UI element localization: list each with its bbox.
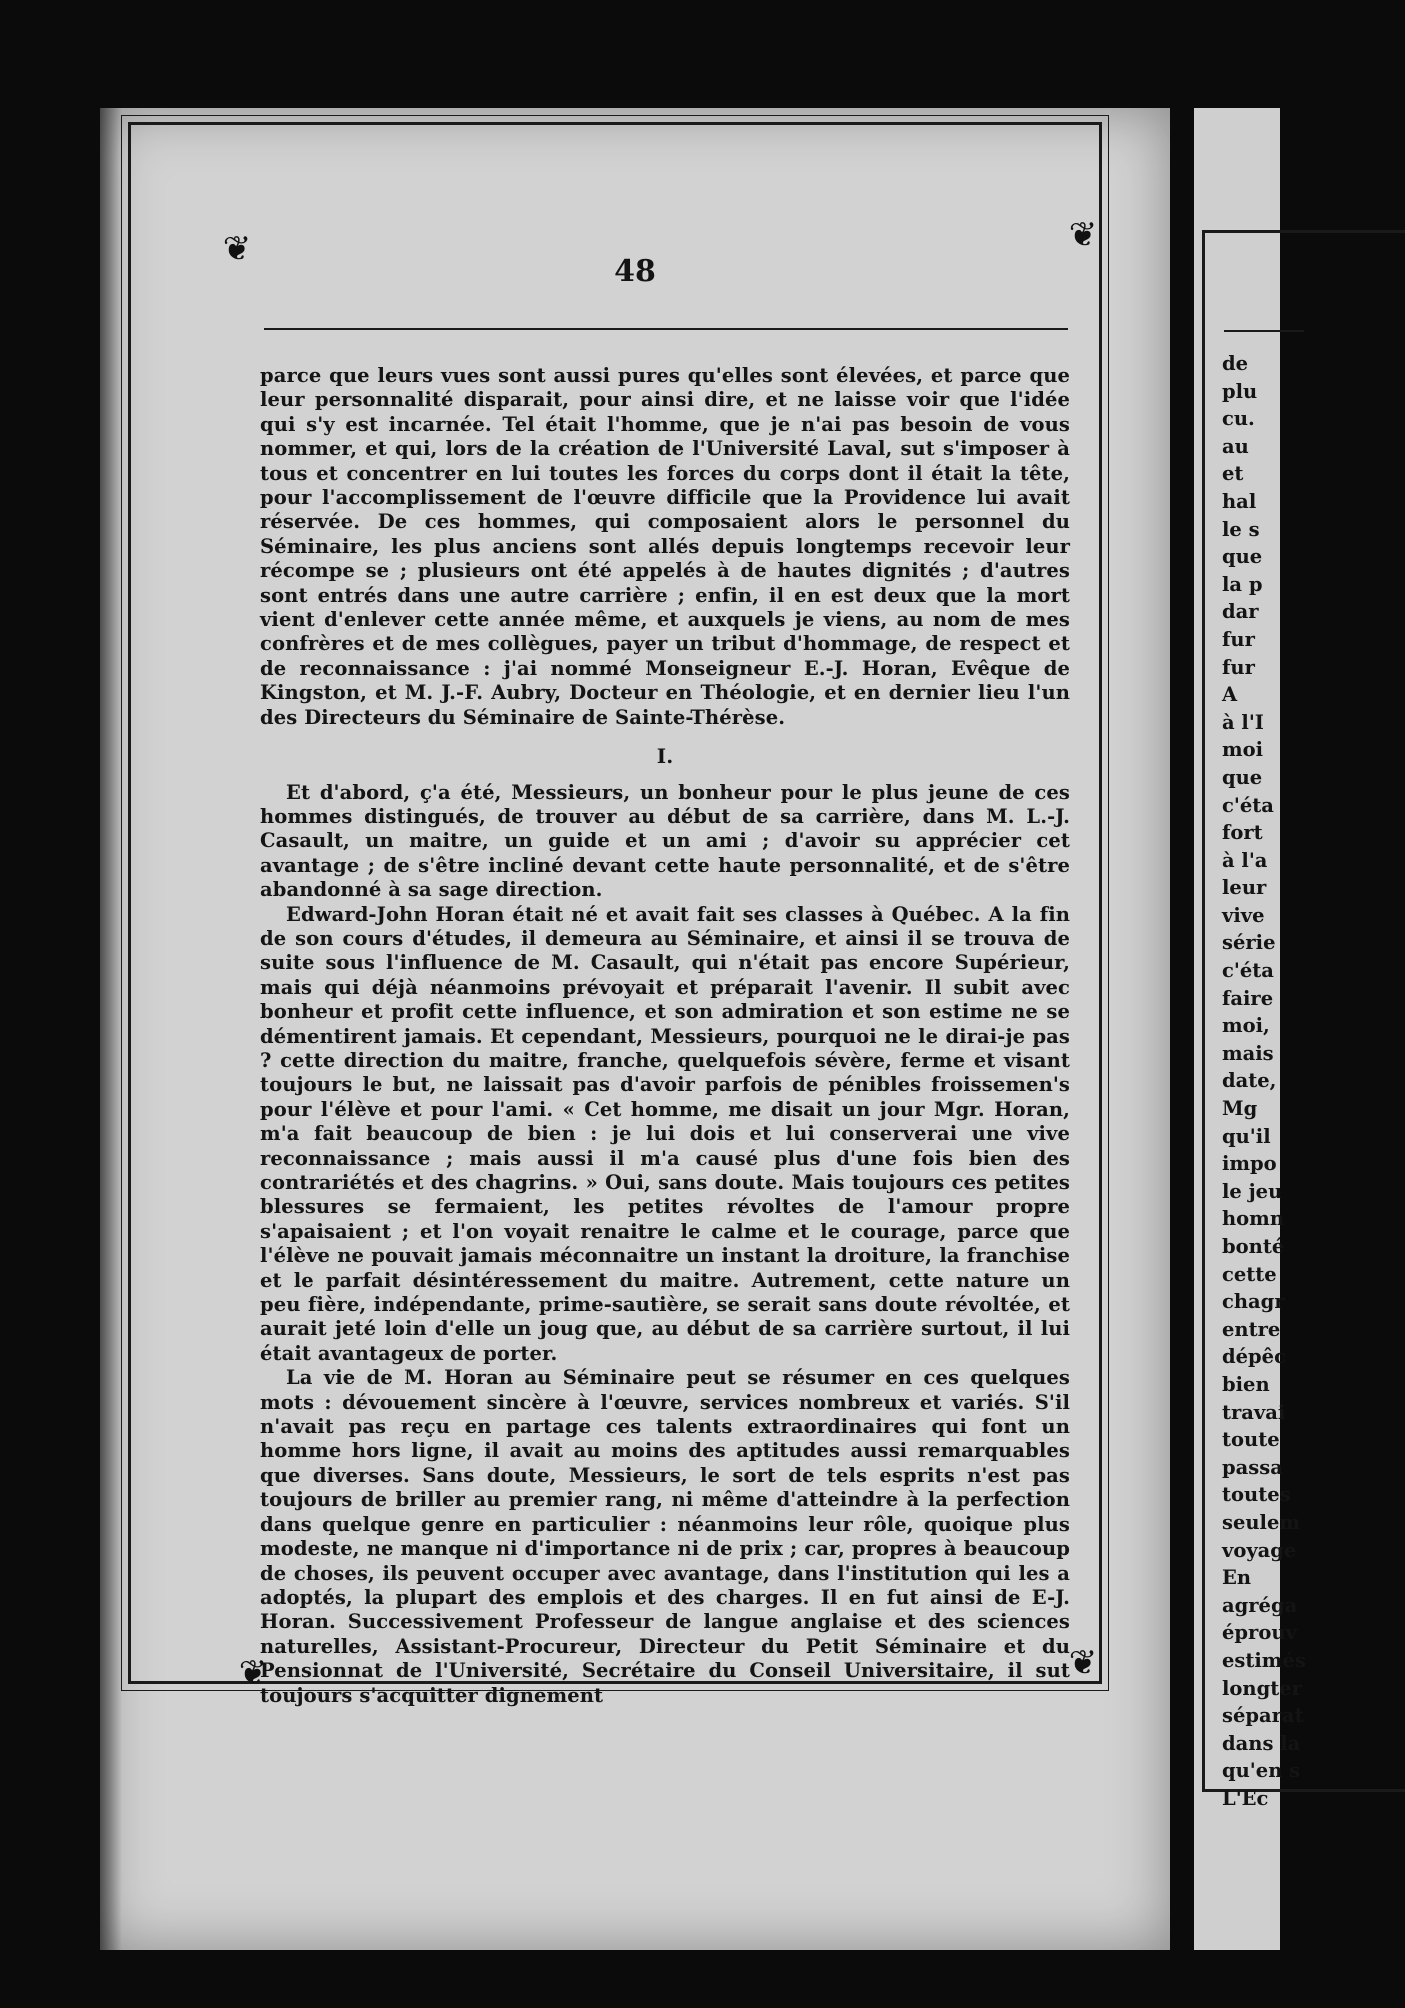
facing-page-line: entre [1222,1317,1281,1341]
header-rule [264,328,1068,330]
facing-page-line: le s [1222,517,1260,541]
facing-page-line: dans la [1222,1731,1301,1755]
facing-page-line: plu [1222,379,1258,403]
facing-page-line: à l'I [1222,710,1264,734]
corner-ornament-icon: ❦ [1068,1643,1098,1683]
facing-page-line: mais [1222,1041,1274,1065]
paragraph-intro: parce que leurs vues sont aussi pures qu'elles sont élevées, et parce que leur personnalité disparait, pour ainsi dire, et ne laisse voir que l'idée qui s'y est incarnée. Tel était l'homme, que je n'ai pas besoin de vous nommer, et qui, lors de la création de l'Université Laval, sut s'imposer à tous et concentrer en lui toutes les forces du corps dont il était la tête, pour l'accomplissement de l'œuvre difficile que la Providence lui avait réservée. De ces hommes, qui composaient alors le personnel du Séminaire, les plus anciens sont allés depuis longtemps recevoir leur récompe se ; plusieurs ont été appelés à de hautes dignités ; d'autres sont entrés dans une autre carrière ; enfin, il en est deux que la mort vient d'enlever cette année même, et auxquels je viens, au nom de mes confrères et de mes collègues, payer un tribut d'hommage, de respect et de reconnaissance : j'ai nommé Monseigneur E.-J. Horan, Evêque de Kingston, et M. J.-F. Aubry, Docteur en Théologie, et en dernier lieu l'un des Directeurs du Séminaire de Sainte-Thérèse. [260,364,1070,729]
facing-page-line: impo [1222,1152,1277,1176]
section-heading: I. [656,744,674,769]
page-body [260,364,1070,1708]
facing-page-rule [1224,330,1304,332]
facing-page-line: bien [1222,1372,1270,1396]
facing-page-line: au [1222,434,1249,458]
facing-page-line: A [1222,683,1238,707]
facing-page-line: bonté [1222,1235,1285,1258]
facing-page-line: qu'en s [1222,1759,1301,1783]
facing-page-line: moi, [1222,1014,1270,1038]
gutter-shadow [100,108,122,1950]
facing-page-line: seulem [1222,1510,1301,1534]
facing-page-line: le jeu [1222,1179,1283,1203]
facing-page-text [1222,350,1342,1812]
facing-page-line: cu. [1222,407,1255,431]
facing-page-line: travai [1222,1400,1286,1424]
facing-page-line: séparat [1222,1704,1304,1728]
facing-page-line: la p [1222,572,1263,596]
paragraph-section-1: Et d'abord, ç'a été, Messieurs, un bonheur pour le plus jeune de ces hommes distingués, de trouver au début de sa carrière, dans M. L.-J. Casault, un maitre, un guide et un ami ; d'avoir su apprécier cet avantage ; de s'être incliné devant cette haute personnalité, et de s'être abandonné à sa sage direction. [260,780,1070,902]
facing-page-line: c'éta [1222,793,1274,817]
facing-page-line: hal [1222,489,1257,513]
corner-ornament-icon: ❦ [238,1653,268,1693]
facing-page-line: voyage [1222,1538,1297,1562]
corner-ornament-icon: ❦ [222,229,252,269]
facing-page-line: de [1222,352,1249,375]
facing-page-line: cette [1222,1262,1277,1286]
facing-page-line: fur [1222,627,1255,651]
facing-page-line: vive [1222,903,1265,927]
facing-page-line: fur [1222,655,1255,679]
facing-page-line: estimés [1222,1648,1306,1672]
paragraph-section-3: La vie de M. Horan au Séminaire peut se résumer en ces quelques mots : dévouement sincère à l'œuvre, services nombreux et variés. S'il n'avait pas reçu en partage ces talents extraordinaires qui font un homme hors ligne, il avait au moins des aptitudes aussi remarquables que diverses. Sans doute, Messieurs, le sort de tels esprits n'est pas toujours de briller au premier rang, ni même d'atteindre à la perfection dans quelque genre en particulier : néanmoins leur rôle, quoique plus modeste, ne manque ni d'importance ni de prix ; car, propres à beaucoup de choses, ils peuvent occuper avec avantage, dans l'institution qui les a adoptés, la plupart des emplois et des charges. Il en fut ainsi de E-J. Horan. Successivement Professeur de langue anglaise et des sciences naturelles, Assistant-Procureur, Directeur du Petit Séminaire et du Pensionnat de l'Université, Secrétaire du Conseil Universitaire, il sut toujours s'acquitter dignement [260,1366,1070,1707]
paragraph-section-2: Edward-John Horan était né et avait fait ses classes à Québec. A la fin de son cours d'études, il demeura au Séminaire, et ainsi il se trouva de suite sous l'influence de M. Casault, qui n'était pas encore Supérieur, mais qui déjà néanmoins prévoyait et préparait l'avenir. Il subit avec bonheur et profit cette influence, et son admiration et son estime ne se démentirent jamais. Et cependant, Messieurs, pourquoi ne le dirai-je pas ? cette direction du maitre, franche, quelquefois sévère, ferme et visant toujours le but, ne laissait pas d'avoir parfois de pénibles froissemen's pour l'élève et pour l'ami. « Cet homme, me disait un jour Mgr. Horan, m'a fait beaucoup de bien : je lui dois et lui conserverai une vive reconnaissance ; mais aussi il m'a causé plus d'une fois bien des contrariétés et des chagrins. » Oui, sans doute. Mais toujours ces petites blessures se fermaient, les petites révoltes de l'amour propre s'apaisaient ; et l'on voyait renaitre le calme et le courage, parce que l'élève ne pouvait jamais méconnaitre un instant la droiture, la franchise et le parfait désintéressement du maitre. Autrement, cette nature un peu fière, indépendante, prime-sautière, se serait sans doute révoltée, et aurait jeté loin d'elle un joug que, au début de sa carrière surtout, il lui était avantageux de porter. [260,902,1070,1365]
facing-page-line: à l'a [1222,848,1268,872]
facing-page-line: chagr [1222,1290,1285,1314]
facing-page-line: faire [1222,986,1274,1010]
corner-ornament-icon: ❦ [1068,215,1098,255]
facing-page-line: que [1222,765,1263,789]
facing-page-line: série [1222,931,1276,955]
facing-page-line: agréga [1222,1593,1298,1617]
facing-page-line: L'Ec [1222,1786,1269,1810]
facing-page-line: c'éta [1222,959,1274,983]
facing-page-line: qu'il [1222,1124,1271,1148]
facing-page-line: éprouv [1222,1621,1297,1645]
facing-page-line: toute [1222,1428,1280,1452]
facing-page-line: et [1222,462,1244,486]
facing-page-edge [1194,108,1306,1950]
facing-page-line: fort [1222,821,1263,845]
facing-page-line: leur [1222,876,1267,900]
facing-page-line: date, [1222,1069,1277,1093]
facing-page-line: toutes [1222,1483,1291,1507]
page-number: 48 [614,254,656,289]
facing-page-line: moi [1222,738,1264,762]
facing-page-line: dépêc [1222,1345,1286,1369]
facing-page-line: dar [1222,600,1259,624]
facing-page-line: longter [1222,1676,1302,1700]
facing-page-line: En [1222,1566,1252,1590]
facing-page-line: homn [1222,1207,1284,1231]
facing-page-line: que [1222,545,1263,569]
facing-page-line: Mg [1222,1097,1258,1121]
facing-page-line: passa [1222,1455,1283,1479]
